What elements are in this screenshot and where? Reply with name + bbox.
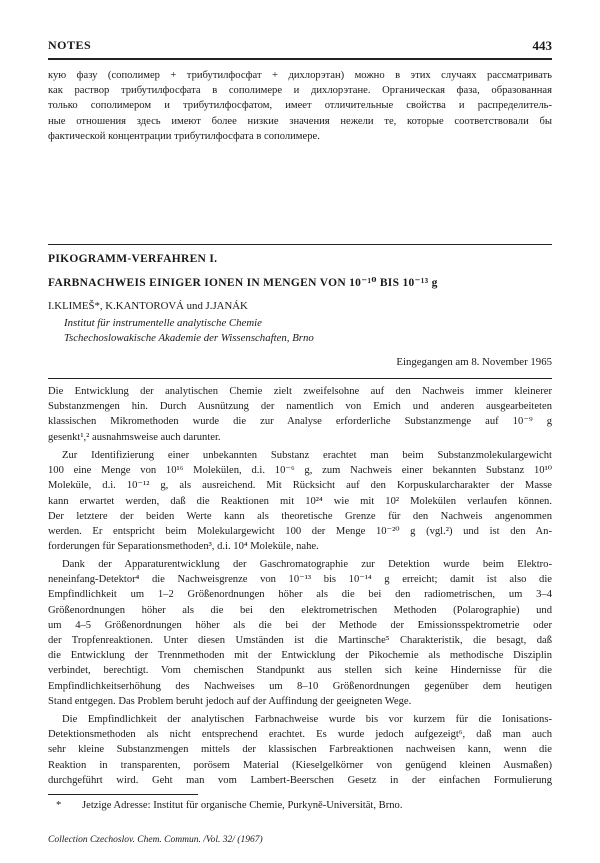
text-line: кую фазу (сополимер + трибутилфосфат + дихлорэтан) можно в этих случаях рассматривать <box>48 70 552 81</box>
text-line: durchgeführt wird. Geht man vom Lambert-Beerschen Gesetz in der einfachen Formulierung <box>48 774 552 786</box>
text-line: klassischen Mikromethoden wurde die zur Analyse erforderliche Substanzmenge auf 10⁻⁹ g <box>48 416 552 428</box>
paragraph-3 <box>48 557 552 709</box>
journal-citation: Collection Czechoslov. Chem. Commun. /Vol. 32/ (1967) <box>48 835 263 845</box>
text-line: gesenkt¹,² ausnahmsweise auch darunter. <box>48 431 221 443</box>
text-line: der Tropfenreaktionen. Unter diesen Umständen ist die Martinsche⁵ Charakteristik, die besagt, daß <box>48 635 552 647</box>
text-line: Dank der Apparaturentwicklung der Gaschromatographie zur Detektion wurde beim Elektro- <box>62 559 552 570</box>
text-line: фактической концентрации трибутилфосфата в сополимере. <box>48 130 320 142</box>
text-line: Zur Identifizierung einer unbekannten Substanz erachtet man beim Substanzmolekulargewicht <box>62 450 552 461</box>
section-label: NOTES <box>48 38 92 52</box>
article-series-title: PIKOGRAMM-VERFAHREN I. <box>48 253 218 265</box>
text-line: ные отношения здесь имеют более низкие значения нежели те, которые соответствовали бы <box>48 115 552 127</box>
header-rule <box>48 58 552 60</box>
text-line: um 4–5 Größenordnungen höher als die bei der Methode der Emissionsspektrometrie oder <box>48 619 552 631</box>
text-line: Moleküle, d.i. 10⁻¹² g, als ausreichend. Mit Rücksicht auf den Korpuskularcharakter der Masse <box>48 480 552 492</box>
text-line: Detektionsmethoden als nicht entsprechend erachtet. Es wurde jedoch aufgezeigt⁶, daß man auch <box>48 729 552 741</box>
text-line: Die Empfindlichkeit der analytischen Farbnachweise wurde bis vor kurzem für die Ionisations- <box>62 714 552 725</box>
text-line: Substanzmengen hin. Durch Ausnützung der namentlich von Emich und anderen ausgearbeiteten <box>48 401 552 413</box>
text-line: die Entwicklung der Trennmethoden mit der Entwicklung der Pikochemie als methodische Disziplin <box>48 650 552 662</box>
text-line: Reaktion in transparenten, porösem Material (Kieselgelkörner von genügend kleinen Ausmaßen) <box>48 759 552 771</box>
authors: I.KLIMEŠ*, K.KANTOROVÁ und J.JANÁK <box>48 300 248 312</box>
text-line: kann erwartet werden, daß die Reaktionen mit 10²⁴ wie mit 10² Molekülen verlaufen können. <box>48 495 552 507</box>
article-title: FARBNACHWEIS EINIGER IONEN IN MENGEN VON 10⁻¹⁰ BIS 10⁻¹³ g <box>48 277 438 289</box>
text-line: Stand entgegen. Das Problem beruht jedoch auf der Auffindung der geeigneten Wege. <box>48 695 412 707</box>
text-line: forderungen für Separationsmethoden³, d.i. 10⁴ Moleküle, nahe. <box>48 541 319 553</box>
text-line: Empfindlichkeitserhöhung des Nachweises um 8–10 Größenordnungen gegenüber dem heutigen <box>48 680 552 692</box>
paragraph-4 <box>48 712 552 788</box>
previous-article-tail <box>48 68 552 144</box>
text-line: neneinfang-Detektor⁴ die Nachweisgrenze von 10⁻¹³ bis 10⁻¹⁴ g erreicht; damit ist also die <box>48 574 552 586</box>
article-separator <box>48 244 552 245</box>
text-line: как раствор трибутилфосфата в сополимере и дихлорэтане. Органическая фаза, образованная <box>48 85 552 97</box>
received-date: Eingegangen am 8. November 1965 <box>396 356 552 368</box>
page-number: 443 <box>532 38 552 53</box>
footnote-text: Jetzige Adresse: Institut für organische Chemie, Purkyně-Universität, Brno. <box>82 800 403 811</box>
text-line: verbindet, berechtigt. Vom chemischen Standpunkt aus stellen sich keine Hindernisse für die <box>48 665 552 677</box>
affiliation-line: Tschechoslowakische Akademie der Wissenschaften, Brno <box>64 332 314 344</box>
text-line: Die Entwicklung der analytischen Chemie zielt zweifelsohne auf den Nachweis immer kleinerer <box>48 386 552 397</box>
text-line: Der letztere der beiden Werte kann als theoretische Grenze für den Nachweis angenommen <box>48 510 552 522</box>
text-line: 100 eine Menge von 10¹⁶ Molekülen, d.i. 10⁻⁶ g, zum Nachweis einer bekannten Substanz 10¹⁰ <box>48 465 552 477</box>
footnote-rule <box>48 794 198 795</box>
paragraph-2 <box>48 448 552 554</box>
affiliation-line: Institut für instrumentelle analytische Chemie <box>64 317 262 329</box>
text-line: Größenordnungen höher als die bei den elektrometrischen Methoden (Polarographie) und <box>48 604 552 616</box>
footnote-mark: * <box>56 800 62 811</box>
running-header <box>48 38 552 54</box>
text-line: только сополимером и трибутилфосфатом, имеет отличительные свойства и распределитель- <box>48 100 552 112</box>
text-line: werden. Er entspricht beim Molekulargewicht 100 der Menge 10⁻²⁰ g (vgl.²) und ist den An- <box>48 526 552 538</box>
text-line: Empfindlichkeit um 1–2 Größenordnungen höher als die bei den radiometrischen, um 3–4 <box>48 589 552 601</box>
text-line: sehr kleine Substanzmengen mittels der klassischen Farbreaktionen nachweisen kann, wenn die <box>48 744 552 756</box>
body-rule <box>48 378 552 379</box>
paragraph-1 <box>48 384 552 445</box>
affiliation <box>64 316 314 346</box>
